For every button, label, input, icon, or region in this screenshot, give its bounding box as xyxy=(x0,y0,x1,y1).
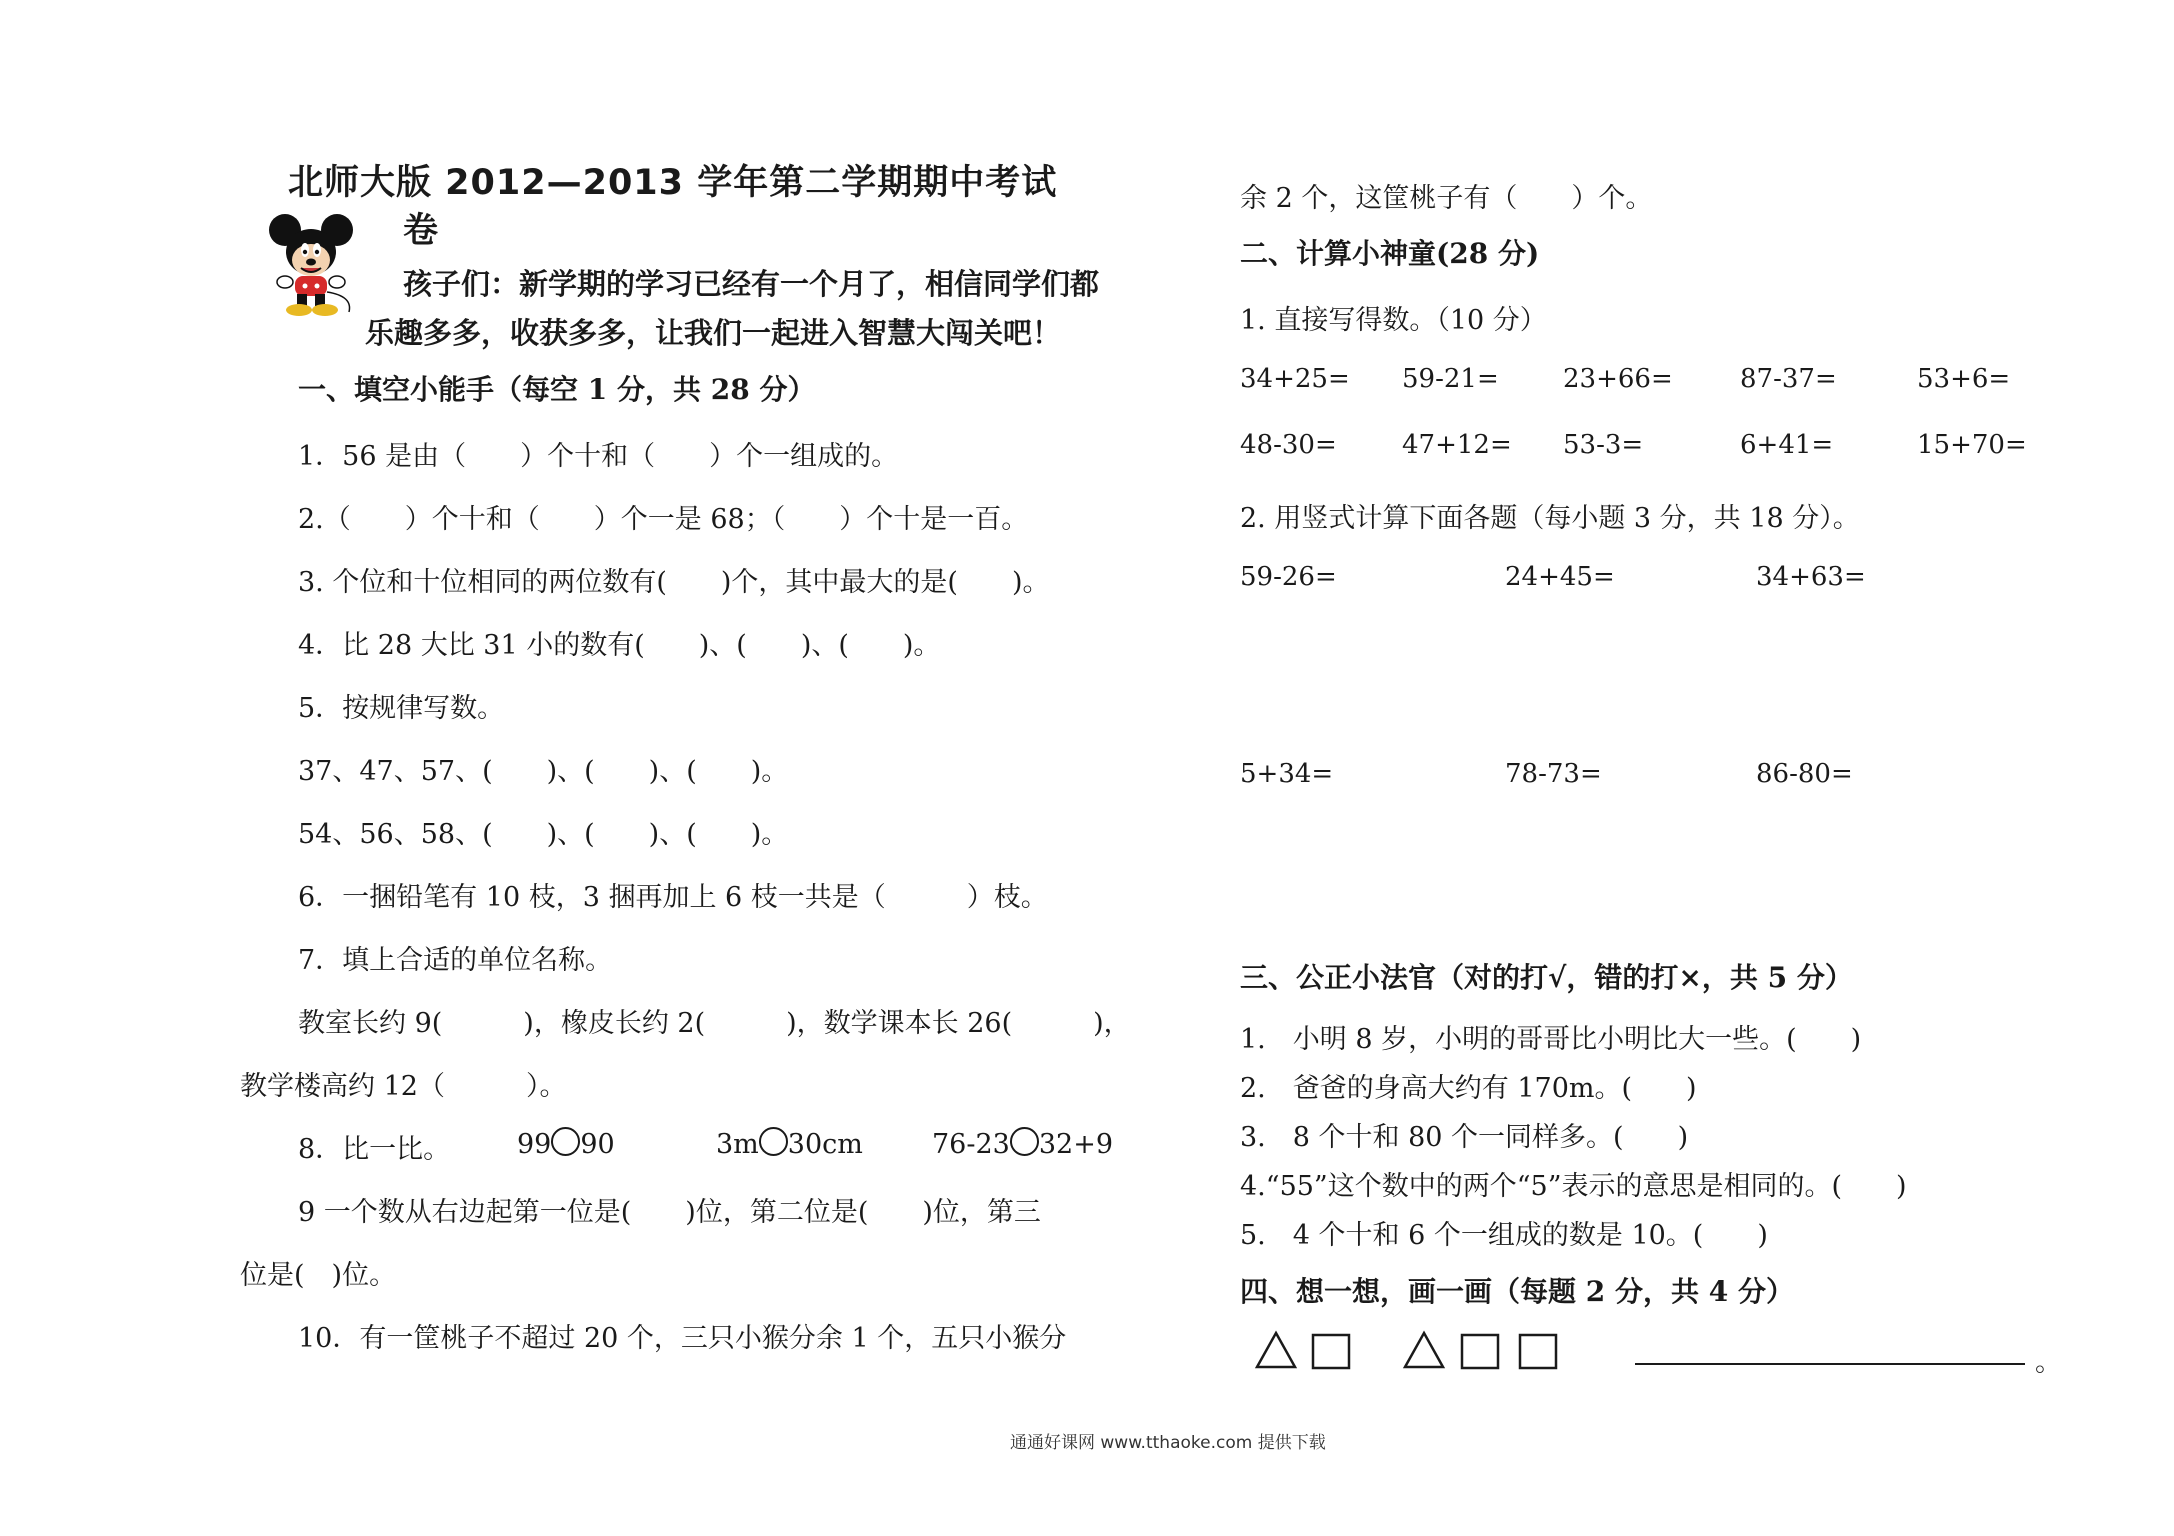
question-9-line-1: 9 一个数从右边起第一位是( )位，第二位是( )位，第三 xyxy=(298,1197,1041,1228)
compare-3-right: 32+9 xyxy=(1038,1129,1114,1160)
answer-blank-line[interactable] xyxy=(1635,1363,2025,1365)
vertical-calc-5: 78-73= xyxy=(1505,759,1602,789)
section-1-heading: 一、填空小能手（每空 1 分，共 28 分） xyxy=(298,373,816,406)
square-icon xyxy=(1311,1333,1351,1370)
question-6: 6．一捆铅笔有 10 枝，3 捆再加上 6 枝一共是（ ）枝。 xyxy=(298,882,1048,913)
judge-item-1: 1. 小明 8 岁，小明的哥哥比小明比大一些。( ) xyxy=(1240,1024,1862,1055)
vertical-calc-4: 5+34= xyxy=(1240,759,1334,789)
vertical-calc-2: 24+45= xyxy=(1505,562,1615,592)
calc-r2-4: 6+41= xyxy=(1740,430,1834,460)
question-1: 1．56 是由（ ）个十和（ ）个一组成的。 xyxy=(298,441,899,472)
compare-circle-icon[interactable] xyxy=(759,1127,788,1156)
answer-end-mark: 。 xyxy=(2035,1347,2062,1378)
judge-item-3: 3. 8 个十和 80 个一同样多。( ) xyxy=(1240,1122,1689,1153)
question-4: 4．比 28 大比 31 小的数有( )、( )、( )。 xyxy=(298,630,941,661)
judge-item-4: 4.“55”这个数中的两个“5”表示的意思是相同的。( ) xyxy=(1240,1171,1907,1202)
compare-3-left: 76-23 xyxy=(932,1129,1010,1160)
compare-1 xyxy=(517,1127,615,1160)
section-2-part-1-title: 1. 直接写得数。（10 分） xyxy=(1240,305,1547,336)
question-8-label: 8．比一比。 xyxy=(298,1134,451,1165)
compare-2 xyxy=(716,1127,863,1160)
exam-title: 北师大版 2012—2013 学年第二学期期中考试 xyxy=(288,163,1058,203)
compare-3 xyxy=(932,1127,1113,1160)
question-10: 10．有一筐桃子不超过 20 个，三只小猴分余 1 个，五只小猴分 xyxy=(298,1323,1067,1354)
question-5-sequence-a: 37、47、57、( )、( )、( )。 xyxy=(298,756,789,787)
question-3: 3. 个位和十位相同的两位数有( )个，其中最大的是( )。 xyxy=(298,567,1050,598)
calc-r2-5: 15+70= xyxy=(1917,430,2027,460)
vertical-calc-1: 59-26= xyxy=(1240,562,1337,592)
calc-r2-3: 53-3= xyxy=(1563,430,1644,460)
question-9-line-2: 位是( )位。 xyxy=(240,1260,397,1291)
compare-1-left: 99 xyxy=(517,1129,552,1160)
square-icon xyxy=(1460,1333,1500,1370)
judge-item-2: 2. 爸爸的身高大约有 170m。( ) xyxy=(1240,1073,1697,1104)
calc-r2-1: 48-30= xyxy=(1240,430,1337,460)
compare-1-right: 90 xyxy=(580,1129,615,1160)
compare-2-left: 3m xyxy=(716,1129,759,1160)
calc-r1-2: 59-21= xyxy=(1402,364,1499,394)
triangle-icon xyxy=(1402,1330,1446,1370)
judge-item-5: 5. 4 个十和 6 个一组成的数是 10。( ) xyxy=(1240,1220,1768,1251)
question-2: 2.（ ）个十和（ ）个一是 68；（ ）个十是一百。 xyxy=(298,504,1029,535)
section-2-heading: 二、计算小神童(28 分) xyxy=(1240,237,1540,270)
section-3-heading: 三、公正小法官（对的打√，错的打×，共 5 分） xyxy=(1240,961,1853,994)
question-5: 5．按规律写数。 xyxy=(298,693,505,724)
section-2-part-2-title: 2. 用竖式计算下面各题（每小题 3 分，共 18 分）。 xyxy=(1240,503,1860,534)
mickey-mouse-mascot-icon xyxy=(265,212,357,316)
intro-line-1: 孩子们：新学期的学习已经有一个月了，相信同学们都 xyxy=(403,267,1100,301)
square-icon xyxy=(1518,1333,1558,1370)
vertical-calc-6: 86-80= xyxy=(1756,759,1853,789)
question-5-sequence-b: 54、56、58、( )、( )、( )。 xyxy=(298,819,789,850)
calc-r2-2: 47+12= xyxy=(1402,430,1512,460)
triangle-icon xyxy=(1254,1330,1298,1370)
calc-r1-3: 23+66= xyxy=(1563,364,1673,394)
vertical-calc-3: 34+63= xyxy=(1756,562,1866,592)
question-7-units-line-1: 教室长约 9( )，橡皮长约 2( )，数学课本长 26( )， xyxy=(298,1008,1131,1039)
compare-circle-icon[interactable] xyxy=(551,1127,580,1156)
calc-r1-4: 87-37= xyxy=(1740,364,1837,394)
exam-title-continued: 卷 xyxy=(403,211,440,251)
question-7: 7．填上合适的单位名称。 xyxy=(298,945,613,976)
calc-r1-1: 34+25= xyxy=(1240,364,1350,394)
compare-2-right: 30cm xyxy=(787,1129,863,1160)
intro-line-2: 乐趣多多，收获多多，让我们一起进入智慧大闯关吧！ xyxy=(365,316,1062,350)
calc-r1-5: 53+6= xyxy=(1917,364,2011,394)
question-7-units-line-2: 教学楼高约 12（ ）。 xyxy=(240,1071,567,1102)
section-4-heading: 四、想一想，画一画（每题 2 分，共 4 分） xyxy=(1240,1275,1794,1308)
footer-source: 通通好课网 www.tthaoke.com 提供下载 xyxy=(1010,1433,1326,1453)
question-10-continued: 余 2 个，这筐桃子有（ ）个。 xyxy=(1240,183,1653,214)
compare-circle-icon[interactable] xyxy=(1010,1127,1039,1156)
